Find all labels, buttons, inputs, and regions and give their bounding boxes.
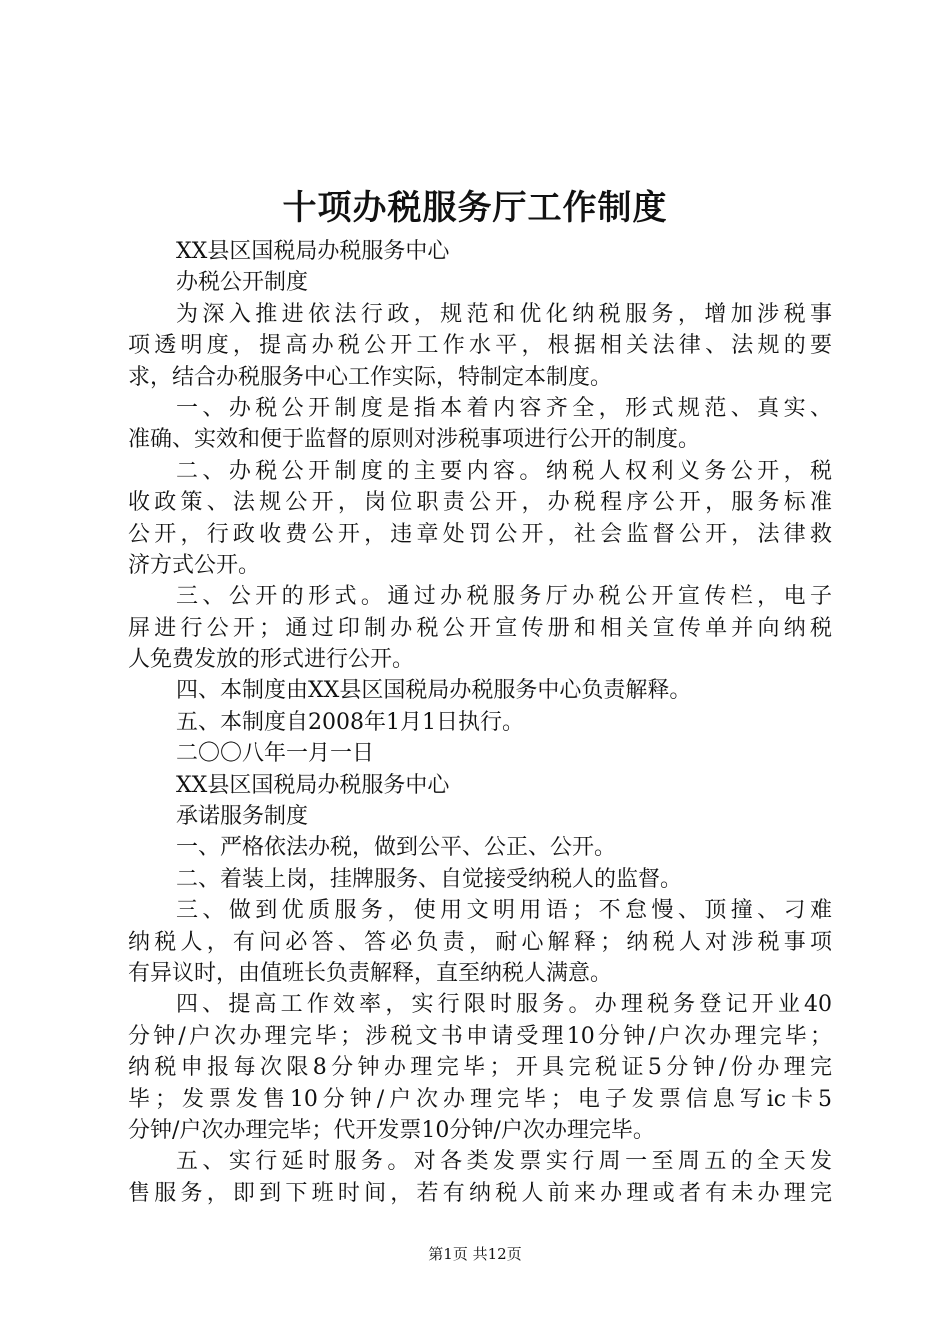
text-line: 分钟/户次办理完毕；涉税文书申请受理10分钟/户次办理完毕； xyxy=(128,1023,832,1049)
document-body xyxy=(128,236,832,1209)
text-line: 纳税人，有问必答、答必负责，耐心解释；纳税人对涉税事项 xyxy=(128,929,832,955)
text-line: 毕；发票发售10分钟/户次办理完毕；电子发票信息写ic卡5 xyxy=(128,1086,832,1112)
text-line: 四、提高工作效率，实行限时服务。办理税务登记开业40 xyxy=(176,992,832,1018)
text-line: 收政策、法规公开，岗位职责公开，办税程序公开，服务标准 xyxy=(128,490,832,516)
text-line: 分钟/户次办理完毕；代开发票10分钟/户次办理完毕。 xyxy=(128,1117,655,1143)
text-line: 纳税申报每次限8分钟办理完毕；开具完税证5分钟/份办理完 xyxy=(128,1055,832,1081)
text-line: XX县区国税局办税服务中心 xyxy=(176,239,450,264)
text-line: 人免费发放的形式进行公开。 xyxy=(128,647,415,673)
text-line: 公开，行政收费公开，违章处罚公开，社会监督公开，法律救 xyxy=(128,521,832,547)
text-line: 五、实行延时服务。对各类发票实行周一至周五的全天发 xyxy=(176,1149,832,1175)
date-line: 二〇〇八年一月一日 xyxy=(176,741,375,767)
text-line: 四、本制度由XX县区国税局办税服务中心负责解释。 xyxy=(176,678,692,704)
text-line: 有异议时，由值班长负责解释，直至纳税人满意。 xyxy=(128,960,613,986)
text-line: 项透明度，提高办税公开工作水平，根据相关法律、法规的要 xyxy=(128,333,832,359)
text-line: 为深入推进依法行政，规范和优化纳税服务，增加涉税事 xyxy=(176,301,832,327)
text-line: XX县区国税局办税服务中心 xyxy=(176,772,450,798)
text-line: 三、做到优质服务，使用文明用语；不怠慢、顶撞、刁难 xyxy=(176,898,832,924)
text-line: 五、本制度自2008年1月1日执行。 xyxy=(176,709,524,735)
text-line: 三、公开的形式。通过办税服务厅办税公开宣传栏，电子 xyxy=(176,584,832,610)
text-line: 求，结合办税服务中心工作实际，特制定本制度。 xyxy=(128,364,613,390)
text-line: 二、办税公开制度的主要内容。纳税人权利义务公开，税 xyxy=(176,458,832,484)
section-heading: 承诺服务制度 xyxy=(176,804,309,830)
text-line: 一、严格依法办税，做到公平、公正、公开。 xyxy=(176,835,617,861)
text-line: 一、办税公开制度是指本着内容齐全，形式规范、真实、 xyxy=(176,395,832,421)
text-line: 屏进行公开；通过印制办税公开宣传册和相关宣传单并向纳税 xyxy=(128,615,832,641)
text-line: 售服务，即到下班时间，若有纳税人前来办理或者有未办理完 xyxy=(128,1180,832,1206)
text-line: 济方式公开。 xyxy=(128,552,261,578)
section-heading: 办税公开制度 xyxy=(176,270,309,296)
document-title: 十项办税服务厅工作制度 xyxy=(282,188,668,228)
text-line: 准确、实效和便于监督的原则对涉税事项进行公开的制度。 xyxy=(128,427,701,453)
page-number: 第1页 共12页 xyxy=(428,1245,522,1263)
text-line: 二、着装上岗，挂牌服务、自觉接受纳税人的监督。 xyxy=(176,866,683,892)
